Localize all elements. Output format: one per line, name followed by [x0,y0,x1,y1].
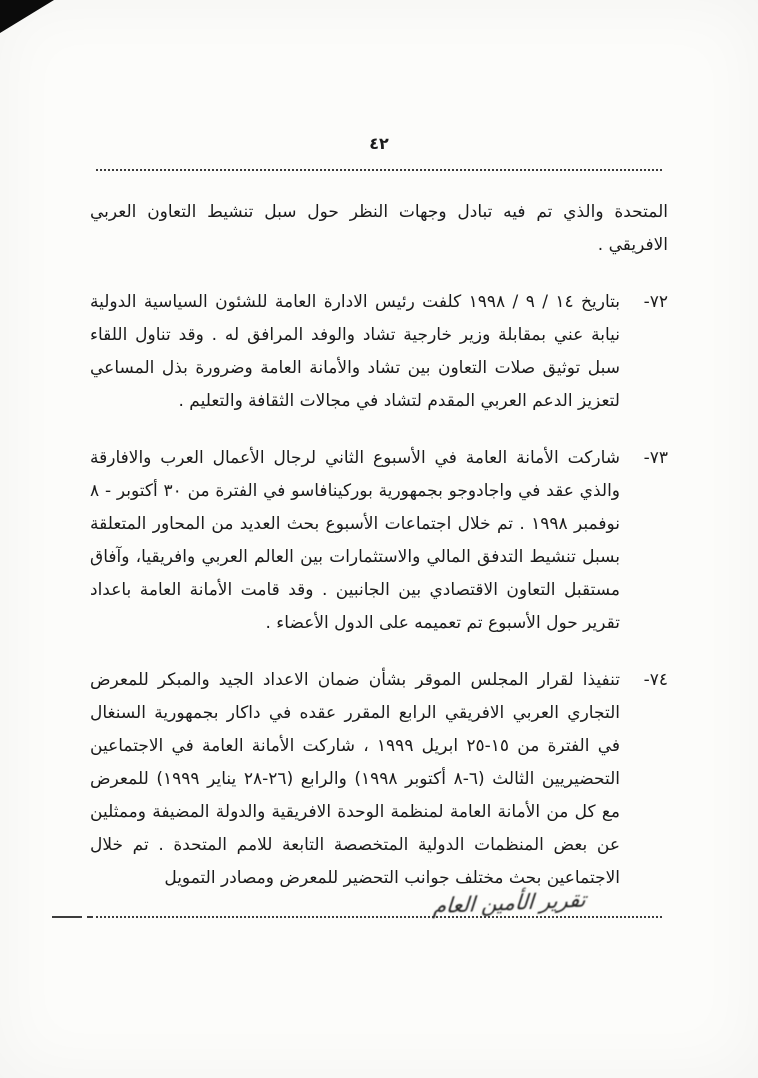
paragraph-number: ٧٣- [643,448,668,468]
paragraph-73 [90,442,668,640]
paragraph-text: بتاريخ ١٤ / ٩ / ١٩٩٨ كلفت رئيس الادارة العامة للشئون السياسية الدولية نيابة عني بمقابلة وزير خارجية تشاد والوفد المرافق له . وقد تناول اللقاء سبل توثيق صلات التعاون بين تشاد والأمانة العامة وضرورة بذل المساعي لتعزيز الدعم العربي المقدم لتشاد في مجالات الثقافة والتعليم . [90,292,620,411]
paragraph-continuation [90,196,668,262]
paragraph-72 [90,286,668,418]
scan-corner-artifact [0,0,54,33]
paragraph-74 [90,664,668,895]
paragraph-number: ٧٤- [643,670,668,690]
handwritten-note: تقرير الأمين العام [432,887,587,919]
footer-divider [96,916,662,918]
footer-divider-dash [52,916,82,918]
paragraph-text: المتحدة والذي تم فيه تبادل وجهات النظر حول سبل تنشيط التعاون العربي الافريقي . [90,202,668,255]
document-body [90,196,668,895]
paragraph-number: ٧٢- [643,292,668,312]
header-divider [96,169,662,171]
paragraph-text: تنفيذا لقرار المجلس الموقر بشأن ضمان الاعداد الجيد والمبكر للمعرض التجاري العربي الافريقي الرابع المقرر عقده في داكار بجمهورية السنغال في الفترة من ١٥-٢٥ ابريل ١٩٩٩ ، شاركت الأمانة العامة في الاجتماعين التحضيريين الثالث (٦-٨ أكتوبر ١٩٩٨) والرابع (٢٦-٢٨ يناير ١٩٩٩) للمعرض مع كل من الأمانة العامة لمنظمة الوحدة الافريقية والدولة المضيفة وممثلين عن بعض المنظمات الدولية المتخصصة التابعة للامم المتحدة . تم خلال الاجتماعين بحث مختلف جوانب التحضير للمعرض ومصادر التمويل [90,670,620,888]
footer-divider-dash-2 [87,916,93,918]
paragraph-text: شاركت الأمانة العامة في الأسبوع الثاني لرجال الأعمال العرب والافارقة والذي عقد في واجادوجو بجمهورية بوركينافاسو في الفترة من ٣٠ أكتوبر - ٨ نوفمبر ١٩٩٨ . تم خلال اجتماعات الأسبوع بحث العديد من المحاور المتعلقة بسبل تنشيط التدفق المالي والاستثمارات بين العالم العربي وافريقيا، وآفاق مستقبل التعاون الاقتصادي بين الجانبين . وقد قامت الأمانة العامة باعداد تقرير حول الأسبوع تم تعميمه على الدول الأعضاء . [90,448,621,633]
page-number: ٤٢ [369,134,389,153]
